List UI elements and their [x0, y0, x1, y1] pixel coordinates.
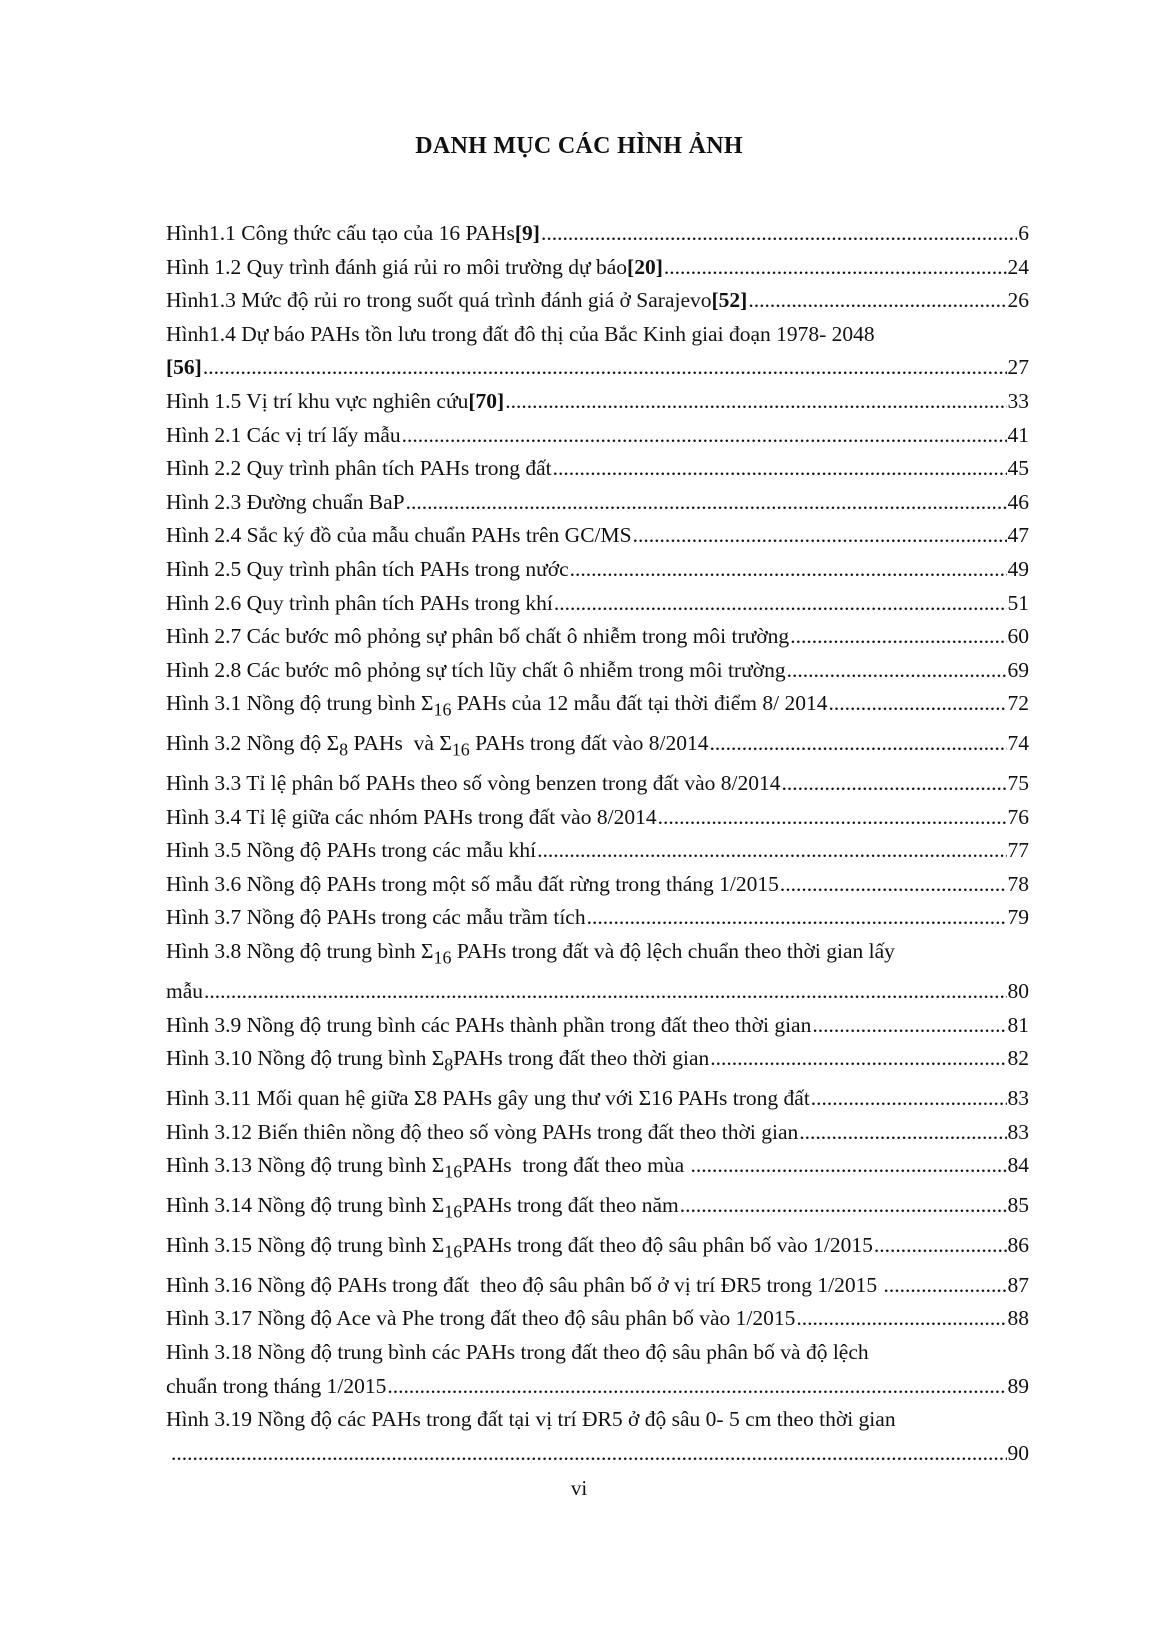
entry-label: Hình 3.9 Nồng độ trung bình các PAHs thành phần trong đất theo thời gian [166, 1012, 812, 1037]
dot-leader [812, 1009, 1006, 1043]
entry-page: 45 [1007, 456, 1029, 481]
toc-entry[interactable] [166, 834, 1029, 868]
entry-page: 88 [1007, 1306, 1029, 1331]
entry-page: 51 [1007, 590, 1029, 615]
entry-page: 41 [1007, 422, 1029, 447]
entry-label: Hình 3.7 Nồng độ PAHs trong các mẫu trầm tích [166, 905, 586, 930]
dot-leader [387, 1370, 1006, 1404]
entry-ref: [9] [514, 221, 540, 245]
entry-page: 83 [1007, 1119, 1029, 1144]
toc-entry[interactable] [166, 318, 1029, 385]
entry-page: 81 [1007, 1012, 1029, 1037]
entry-label: Hình1.1 Công thức cấu tạo của 16 PAHs [166, 221, 515, 245]
dot-leader [537, 834, 1006, 868]
toc-entry[interactable] [166, 284, 1029, 318]
page-title: DANH MỤC CÁC HÌNH ẢNH [415, 133, 743, 159]
dot-leader [553, 452, 1007, 486]
dot-leader [633, 519, 1007, 553]
toc-entry[interactable] [166, 1302, 1029, 1336]
dot-leader [570, 553, 1007, 587]
dot-leader [883, 1269, 1006, 1303]
toc-entry[interactable] [166, 251, 1029, 285]
toc-entry[interactable] [166, 553, 1029, 587]
toc-entry[interactable] [166, 687, 1029, 727]
dot-leader [204, 975, 1006, 1009]
toc-entry[interactable] [166, 217, 1029, 251]
entry-label: Hình 3.16 Nồng độ PAHs trong đất theo độ sâu phân bố ở vị trí ĐR5 trong 1/2015 [166, 1272, 883, 1297]
dot-leader [402, 419, 1007, 453]
entry-label: Hình 3.14 Nồng độ trung bình $\Sigma_{16}PAHs$ trong đất theo năm [166, 1193, 679, 1222]
entry-label: Hình 3.1 Nồng độ trung bình $\Sigma_{16}$ PAHs của 12 mẫu đất tại thời điểm 8/ 2014 [166, 691, 828, 720]
entry-page: 85 [1007, 1193, 1029, 1218]
toc-entry[interactable] [166, 587, 1029, 621]
dot-leader [790, 620, 1006, 654]
toc-entry[interactable] [166, 1042, 1029, 1082]
toc-entry[interactable] [166, 1229, 1029, 1269]
entry-label: Hình 3.13 Nồng độ trung bình $\Sigma_{16}PAHs$ trong đất theo mùa [166, 1153, 690, 1182]
toc-entry[interactable] [166, 385, 1029, 419]
entry-label: Hình 3.10 Nồng độ trung bình $\Sigma_8PAHs$ trong đất theo thời gian [166, 1046, 710, 1075]
entry-page: 89 [1007, 1373, 1029, 1398]
dot-leader [658, 801, 1007, 835]
entry-page: 86 [1007, 1233, 1029, 1257]
entry-page: 90 [1007, 1440, 1029, 1465]
figure-list [166, 217, 1029, 1470]
entry-label: Hình 3.4 Tỉ lệ giữa các nhóm PAHs trong đất vào 8/2014 [166, 804, 657, 829]
dot-leader [587, 901, 1007, 935]
toc-entry[interactable] [166, 1116, 1029, 1150]
toc-entry[interactable] [166, 1336, 1029, 1403]
entry-page: 27 [1007, 355, 1029, 380]
entry-label: Hình 2.1 Các vị trí lấy mẫu [166, 422, 401, 447]
entry-label: Hình 1.5 Vị trí khu vực nghiên cứu [166, 388, 469, 413]
entry-ref: [52] [711, 288, 748, 313]
page-number: vi [570, 1476, 588, 1500]
toc-entry[interactable] [166, 620, 1029, 654]
dot-leader [781, 767, 1006, 801]
entry-label: Hình 3.19 Nồng độ các PAHs trong đất tại vị trí ĐR5 ở độ sâu 0- 5 cm theo thời gian [166, 1407, 896, 1432]
dot-leader [811, 1082, 1007, 1116]
dot-leader [691, 1149, 1007, 1183]
dot-leader [554, 587, 1007, 621]
toc-entry[interactable] [166, 868, 1029, 902]
entry-page: 83 [1007, 1086, 1029, 1111]
dot-leader [799, 1116, 1006, 1150]
entry-page: 24 [1007, 254, 1029, 279]
entry-label: Hình 2.6 Quy trình phân tích PAHs trong khí [166, 590, 553, 615]
entry-label: Hình 2.8 Các bước mô phỏng sự tích lũy chất ô nhiễm trong môi trường [166, 657, 786, 682]
entry-page: 47 [1007, 523, 1029, 548]
subscript: 16 [433, 947, 452, 968]
dot-leader [709, 727, 1006, 761]
dot-leader [787, 654, 1007, 688]
entry-page: 72 [1007, 691, 1029, 716]
entry-page: 74 [1007, 731, 1029, 756]
entry-label: Hình1.3 Mức độ rủi ro trong suốt quá trình đánh giá ở Sarajevo [166, 288, 712, 313]
entry-page: 49 [1007, 556, 1029, 581]
entry-label: Hình 3.15 Nồng độ trung bình $\Sigma_{16}PAHs$ trong đất theo độ sâu phân bố vào 1/2015 [166, 1233, 873, 1262]
entry-label: Hình 3.5 Nồng độ PAHs trong các mẫu khí [166, 838, 537, 863]
entry-label-cont: mẫu [166, 978, 204, 1003]
dot-leader [505, 385, 1006, 419]
entry-label-cont: chuẩn trong tháng 1/2015 [166, 1373, 387, 1398]
entry-page: 60 [1007, 624, 1029, 649]
entry-label: Hình 3.8 Nồng độ trung bình $\Sigma_{16}$ PAHs trong đất và độ lệch chuẩn theo thời gian lấy [166, 939, 895, 968]
entry-page: 77 [1007, 838, 1029, 863]
entry-label: Hình1.4 Dự báo PAHs tồn lưu trong đất đô thị của Bắc Kinh giai đoạn 1978- 2048 [166, 321, 875, 346]
toc-entry[interactable] [166, 727, 1029, 767]
entry-page: 75 [1007, 771, 1029, 796]
toc-entry[interactable] [166, 1082, 1029, 1116]
dot-leader [796, 1302, 1006, 1336]
entry-page: 87 [1007, 1272, 1029, 1297]
toc-entry[interactable] [166, 1269, 1029, 1303]
dot-leader [203, 351, 1007, 385]
entry-label: Hình 2.3 Đường chuẩn BaP [166, 489, 405, 514]
toc-entry[interactable] [166, 1009, 1029, 1043]
dot-leader [710, 1042, 1006, 1076]
entry-label: Hình 2.7 Các bước mô phỏng sự phân bố chất ô nhiễm trong môi trường [166, 624, 790, 649]
entry-page: 6 [1018, 221, 1029, 245]
entry-page: 76 [1007, 804, 1029, 829]
dot-leader [541, 217, 1017, 251]
toc-entry[interactable] [166, 654, 1029, 688]
entry-label: Hình 3.6 Nồng độ PAHs trong một số mẫu đất rừng trong tháng 1/2015 [166, 871, 779, 896]
subscript: 8 [339, 739, 349, 760]
entry-label: Hình 3.18 Nồng độ trung bình các PAHs trong đất theo độ sâu phân bố và độ lệch [166, 1340, 869, 1365]
entry-label: Hình 1.2 Quy trình đánh giá rủi ro môi trường dự báo [166, 254, 628, 279]
dot-leader [680, 1189, 1007, 1223]
entry-ref: [20] [627, 254, 663, 279]
subscript: 16 [444, 1161, 463, 1182]
entry-page: 80 [1007, 978, 1029, 1003]
entry-page: 82 [1007, 1046, 1029, 1071]
subscript: 8 [444, 1054, 454, 1075]
entry-label: Hình 2.4 Sắc ký đồ của mẫu chuẩn PAHs trên GC/MS [166, 523, 632, 548]
dot-leader [828, 687, 1006, 721]
toc-entry[interactable] [166, 901, 1029, 935]
dot-leader [171, 1437, 1007, 1471]
subscript: 16 [444, 1201, 463, 1222]
entry-label: Hình 2.5 Quy trình phân tích PAHs trong nước [166, 556, 569, 581]
entry-ref: [70] [468, 388, 505, 413]
entry-ref: [56] [166, 355, 202, 380]
entry-label: Hình 3.3 Tỉ lệ phân bố PAHs theo số vòng benzen trong đất vào 8/2014 [166, 771, 781, 796]
entry-label: Hình 2.2 Quy trình phân tích PAHs trong đất [166, 456, 552, 481]
toc-entry[interactable] [166, 1403, 1029, 1470]
entry-label: Hình 3.17 Nồng độ Ace và Phe trong đất theo độ sâu phân bố vào 1/2015 [166, 1306, 796, 1331]
entry-page: 78 [1007, 871, 1029, 896]
toc-entry[interactable] [166, 935, 1029, 1008]
toc-entry[interactable] [166, 419, 1029, 453]
entry-page: 69 [1007, 657, 1029, 682]
toc-entry[interactable] [166, 801, 1029, 835]
entry-label: Hình 3.11 Mối quan hệ giữa Σ8 PAHs gây ung thư với Σ16 PAHs trong đất [166, 1086, 810, 1111]
entry-page: 84 [1007, 1153, 1029, 1178]
toc-entry[interactable] [166, 452, 1029, 486]
entry-page: 26 [1007, 288, 1029, 313]
toc-entry[interactable] [166, 486, 1029, 520]
entry-label: Hình 3.12 Biến thiên nồng độ theo số vòng PAHs trong đất theo thời gian [166, 1119, 799, 1144]
dot-leader [664, 251, 1007, 285]
entry-page: 79 [1007, 905, 1029, 930]
subscript: 16 [451, 739, 470, 760]
subscript: 16 [433, 699, 452, 720]
toc-entry[interactable] [166, 767, 1029, 801]
dot-leader [748, 284, 1006, 318]
dot-leader [780, 868, 1007, 902]
toc-entry[interactable] [166, 1189, 1029, 1229]
dot-leader [874, 1229, 1007, 1263]
dot-leader [406, 486, 1007, 520]
toc-entry[interactable] [166, 519, 1029, 553]
entry-page: 33 [1007, 388, 1029, 413]
entry-label: Hình 3.2 Nồng độ $\Sigma_8$ PAHs và $\Sigma_{16}$ PAHs trong đất vào 8/2014 [166, 731, 709, 760]
toc-entry[interactable] [166, 1149, 1029, 1189]
subscript: 16 [444, 1241, 463, 1262]
entry-page: 46 [1007, 489, 1029, 514]
